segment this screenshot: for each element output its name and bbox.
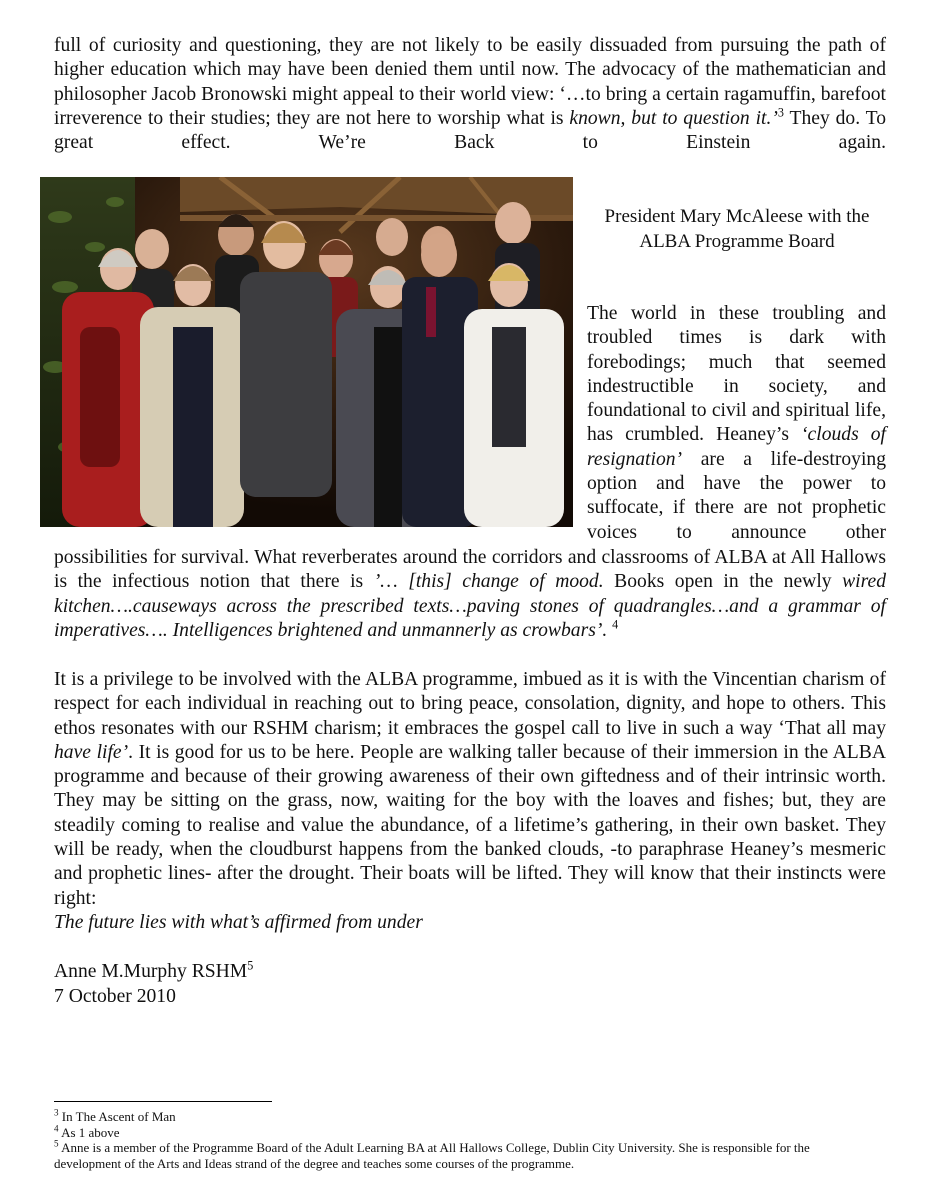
footnote-divider bbox=[54, 1101, 272, 1102]
footnote-ref-3: 3 bbox=[777, 105, 784, 120]
author-name: Anne M.Murphy RSHM$^5$ bbox=[54, 958, 254, 982]
paragraph-2-text-c: possibilities for survival. What reverberates around the corridors and classrooms of ALBA at All Hallows is the infectious notion that there is bbox=[54, 547, 886, 593]
footnotes bbox=[54, 1109, 814, 1171]
paragraph-3 bbox=[54, 668, 886, 911]
footnote-3: $^3$ In The Ascent of Man bbox=[54, 1107, 176, 1124]
paragraph-1-text: full of curiosity and questioning, they are not likely to be easily dissuaded from pursuing the path of higher education which may have been denied them until now. The advocacy of the mathematician and philosopher Jacob Bronowski might appeal to their world view: ‘…to bring a certain ragamuffin, barefoot irreverence to their studies; they are not here to worship what is bbox=[54, 35, 886, 129]
photo-caption bbox=[583, 204, 891, 254]
caption-line-1: President Mary McAleese with the bbox=[604, 206, 870, 227]
footnote-5: $^5$ Anne is a member of the Programme Board of the Adult Learning BA at All Hallows College, Dublin City University. She is responsible for the development of the Arts and Ideas strand of the degree and teaches some courses of the programme. bbox=[54, 1138, 810, 1171]
closing-quote bbox=[54, 911, 886, 935]
paragraph-3-text: It is a privilege to be involved with the ALBA programme, imbued as it is with the Vincentian charism of respect for each individual in reaching out to bring peace, consolation, dignity, and hope to others. This ethos resonates with our RSHM charism; it embraces the gospel call to live in such a way ‘That all may bbox=[54, 669, 886, 739]
paragraph-2-side bbox=[587, 302, 886, 545]
paragraph-1 bbox=[54, 34, 886, 155]
paragraph-2-text-cont: are a life-destroying option and have the power to suffocate, if there are not prophetic voices to announce other bbox=[587, 448, 886, 543]
signature-block bbox=[54, 959, 454, 1009]
paragraph-2-column bbox=[587, 302, 886, 545]
footnote-ref-5: 5 bbox=[247, 958, 254, 973]
paragraph-2-text-d: Books open in the newly bbox=[603, 571, 843, 593]
group-photo bbox=[40, 177, 573, 527]
paragraph-2-continued bbox=[54, 546, 886, 643]
paragraph-3-text-block bbox=[54, 668, 886, 911]
paragraph-3-italic: have life’ bbox=[54, 741, 129, 763]
paragraph-2-italic-b: ’… [this] change of mood. bbox=[373, 571, 604, 593]
footnote-ref-4: 4 bbox=[612, 617, 619, 632]
signature-date: 7 October 2010 bbox=[54, 986, 176, 1007]
paragraph-2-text: The world in these troubling and troubled times is dark with forebodings; much that seemed indestructible in society, and foundational to civil and spiritual life, has crumbled. Heaney’s bbox=[587, 303, 886, 446]
paragraph-2-italic-quote: ‘clouds of resignation’ bbox=[587, 424, 886, 470]
paragraph-1-italic-quote: known, but to question it.’ bbox=[569, 107, 778, 129]
footnote-4: $^4$ As 1 above bbox=[54, 1123, 120, 1140]
paragraph-1-text-end: They do. To great effect. We’re Back to Einstein again. bbox=[54, 107, 886, 154]
closing-quote-line: The future lies with what’s affirmed from under bbox=[54, 912, 423, 933]
paragraph-2-full bbox=[54, 546, 886, 643]
caption-line-2: ALBA Programme Board bbox=[639, 231, 835, 252]
paragraph-3-text-cont: . It is good for us to be here. People are walking taller because of their immersion in the ALBA programme and because of their growing awareness of their own giftedness and of their intrinsic worth. They may be sitting on the grass, now, waiting for the boy with the loaves and fishes; but, they are steadily coming to realise and value the abundance, of a lifetime’s gathering, in their own basket. They will be ready, when the cloudburst happens from the banked clouds, -to paraphrase Heaney’s mesmeric and prophetic lines- after the drought. Their boats will be lifted. They will know that their instincts were right: bbox=[54, 741, 886, 909]
paragraph-2-italic-c: wired kitchen….causeways across the prescribed texts…paving stones of quadrangles…and a grammar of imperatives…. Intelligences brightened and unmannerly as crowbars’. bbox=[54, 571, 886, 641]
body-text bbox=[54, 34, 886, 155]
